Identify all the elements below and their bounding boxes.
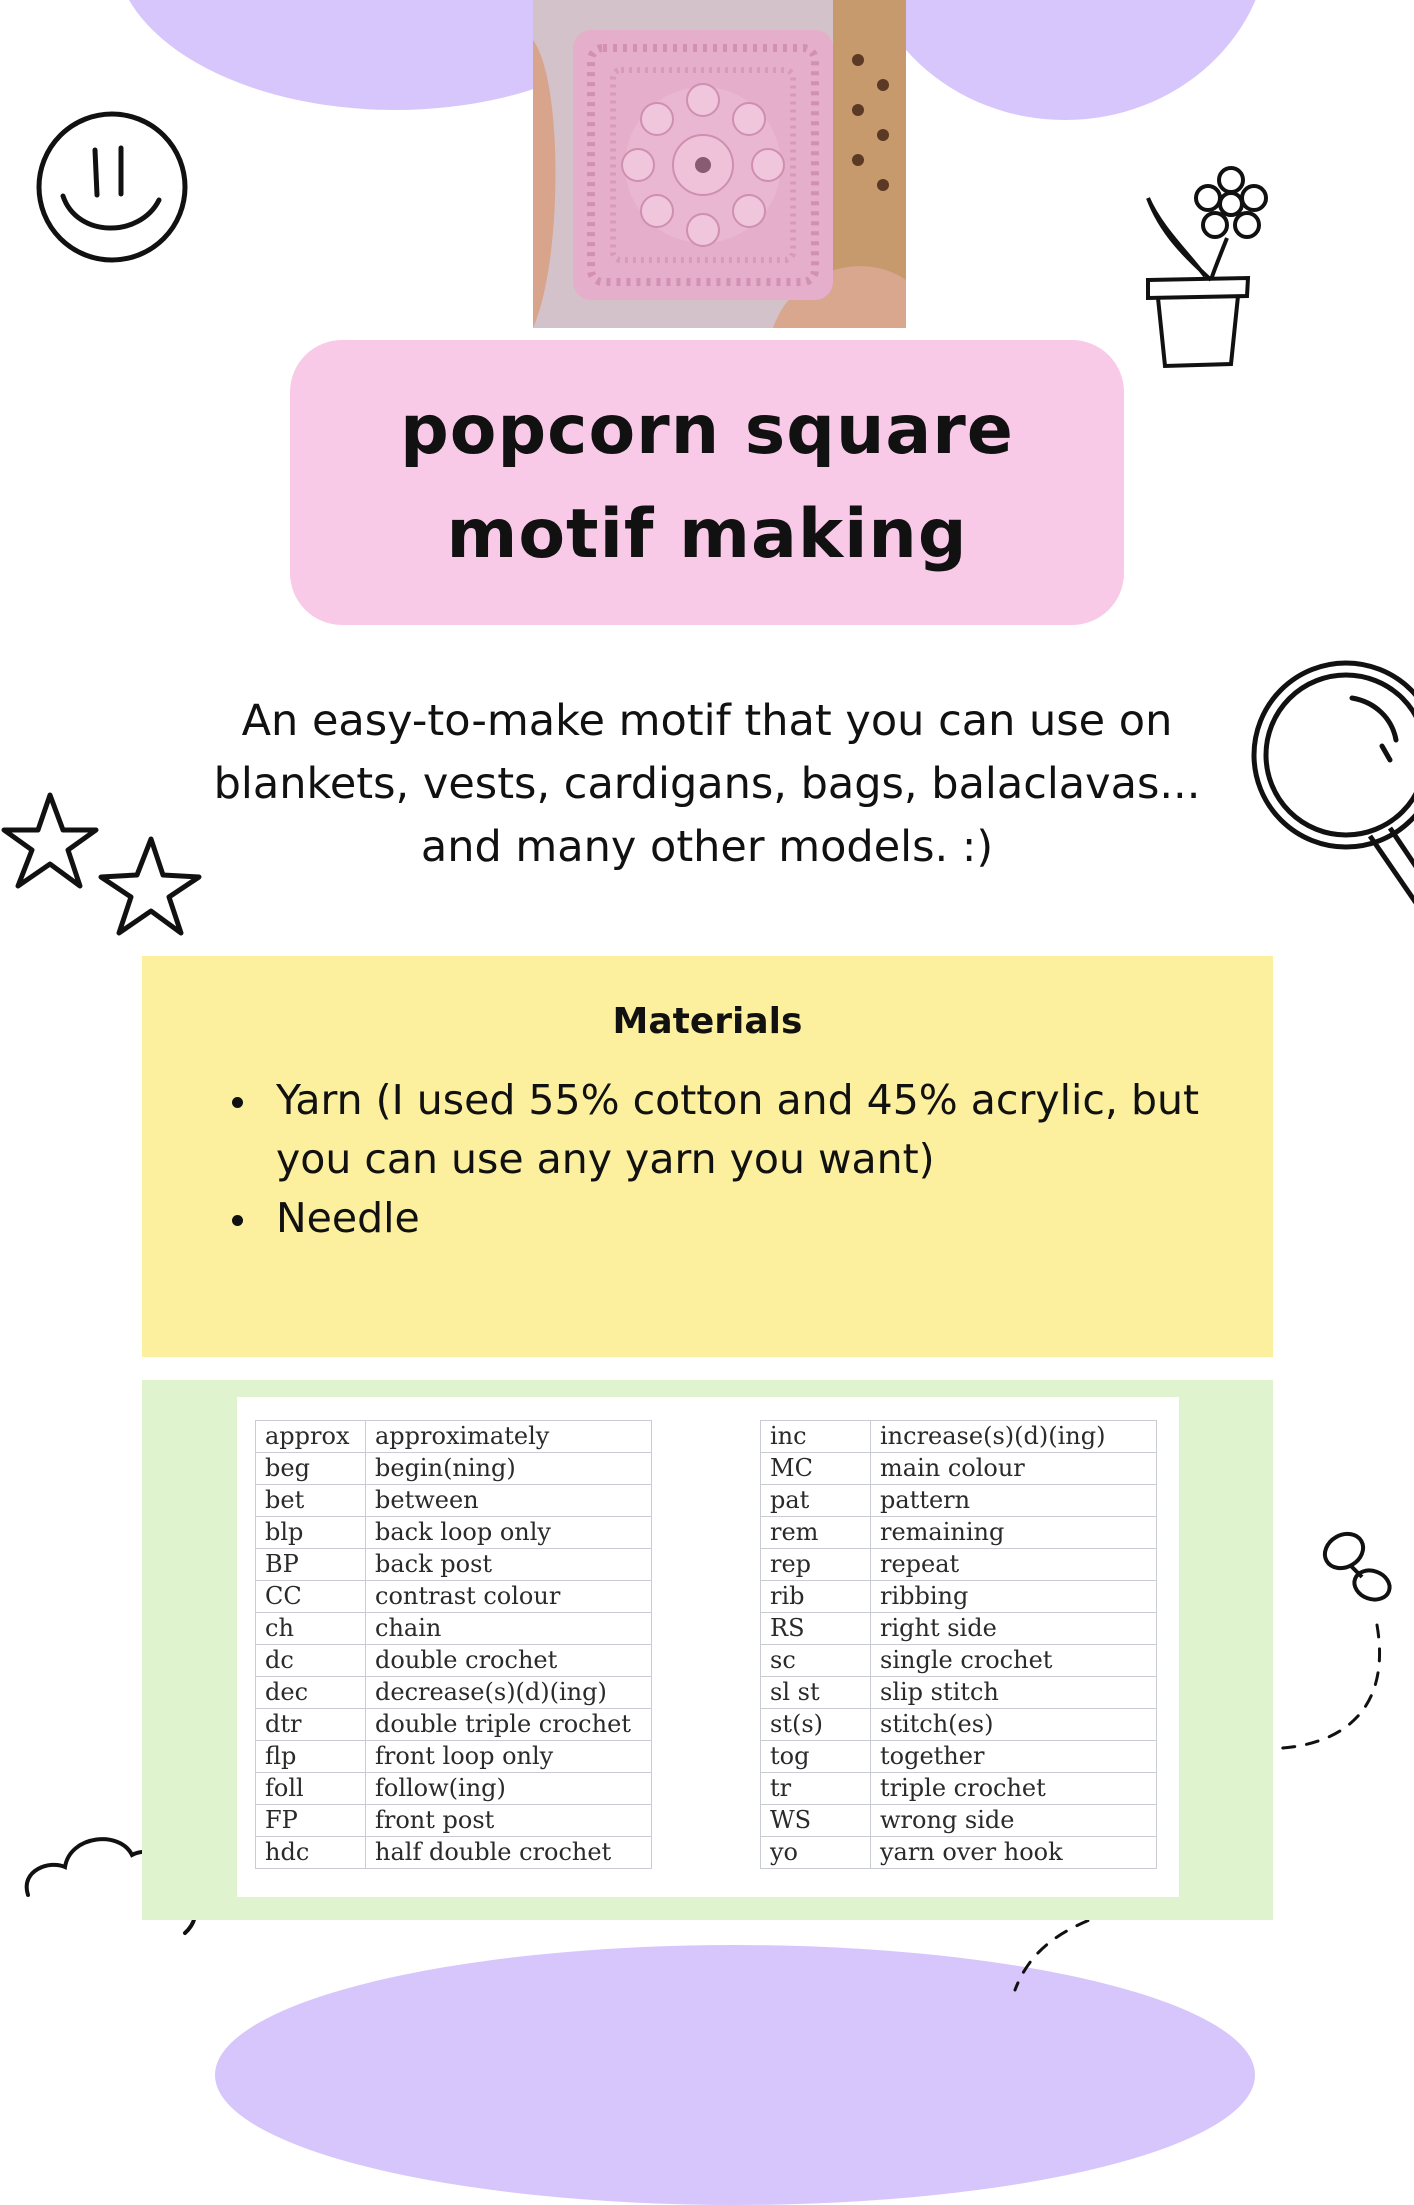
- table-row: [761, 1773, 1157, 1805]
- abbreviation-meaning: single crochet: [871, 1645, 1157, 1677]
- intro-line: and many other models. :): [420, 822, 994, 872]
- table-row: [761, 1677, 1157, 1709]
- abbreviation-meaning: remaining: [871, 1517, 1157, 1549]
- abbreviation-meaning: half double crochet: [366, 1837, 652, 1869]
- table-row: [256, 1805, 652, 1837]
- abbreviation-term: tr: [761, 1773, 871, 1805]
- magnifying-glass-icon: [1250, 660, 1414, 920]
- table-row: [761, 1613, 1157, 1645]
- abbreviation-term: dtr: [256, 1709, 366, 1741]
- table-row: [256, 1677, 652, 1709]
- abbreviation-term: BP: [256, 1549, 366, 1581]
- star-icon: [0, 790, 100, 890]
- abbreviation-term: rem: [761, 1517, 871, 1549]
- abbreviation-term: st(s): [761, 1709, 871, 1741]
- abbreviation-term: RS: [761, 1613, 871, 1645]
- abbreviation-term: inc: [761, 1421, 871, 1453]
- abbreviation-meaning: double crochet: [366, 1645, 652, 1677]
- abbreviation-meaning: approximately: [366, 1421, 652, 1453]
- abbreviation-meaning: yarn over hook: [871, 1837, 1157, 1869]
- abbreviation-term: yo: [761, 1837, 871, 1869]
- table-row: [761, 1709, 1157, 1741]
- abbreviation-meaning: double triple crochet: [366, 1709, 652, 1741]
- abbreviation-term: bet: [256, 1485, 366, 1517]
- abbreviation-term: rib: [761, 1581, 871, 1613]
- abbreviation-meaning: repeat: [871, 1549, 1157, 1581]
- materials-heading: Materials: [612, 1001, 803, 1042]
- table-row: [761, 1485, 1157, 1517]
- abbreviation-term: WS: [761, 1805, 871, 1837]
- abbreviation-term: MC: [761, 1453, 871, 1485]
- intro-text: [150, 690, 1264, 879]
- table-row: [256, 1485, 652, 1517]
- abbreviation-term: foll: [256, 1773, 366, 1805]
- abbreviation-meaning: main colour: [871, 1453, 1157, 1485]
- abbreviation-term: approx: [256, 1421, 366, 1453]
- butterfly-icon: [1320, 1525, 1400, 1615]
- abbreviation-term: sl st: [761, 1677, 871, 1709]
- abbreviation-term: pat: [761, 1485, 871, 1517]
- abbreviation-meaning: stitch(es): [871, 1709, 1157, 1741]
- abbreviations-sheet: [237, 1397, 1179, 1897]
- abbreviation-meaning: ribbing: [871, 1581, 1157, 1613]
- materials-item: Yarn (I used 55% cotton and 45% acrylic, but you can use any yarn you want): [232, 1071, 1232, 1189]
- abbreviation-meaning: decrease(s)(d)(ing): [366, 1677, 652, 1709]
- table-row: [761, 1645, 1157, 1677]
- title-line: motif making: [446, 494, 968, 574]
- abbreviation-meaning: triple crochet: [871, 1773, 1157, 1805]
- smiley-face-icon: [35, 110, 190, 265]
- table-row: [256, 1581, 652, 1613]
- abbreviations-table-left: [255, 1420, 652, 1869]
- table-row: [256, 1549, 652, 1581]
- table-row: [761, 1549, 1157, 1581]
- table-row: [761, 1453, 1157, 1485]
- table-row: [256, 1741, 652, 1773]
- materials-list: [232, 1071, 1232, 1248]
- abbreviation-term: rep: [761, 1549, 871, 1581]
- abbreviation-meaning: chain: [366, 1613, 652, 1645]
- table-row: [256, 1773, 652, 1805]
- abbreviation-term: flp: [256, 1741, 366, 1773]
- abbreviations-panel: [142, 1380, 1273, 1920]
- abbreviation-term: FP: [256, 1805, 366, 1837]
- abbreviation-meaning: contrast colour: [366, 1581, 652, 1613]
- abbreviation-meaning: together: [871, 1741, 1157, 1773]
- table-row: [256, 1709, 652, 1741]
- abbreviation-meaning: back post: [366, 1549, 652, 1581]
- title-box: [290, 340, 1124, 625]
- abbreviation-term: tog: [761, 1741, 871, 1773]
- abbreviation-term: ch: [256, 1613, 366, 1645]
- title-line: popcorn square: [400, 390, 1014, 470]
- abbreviation-term: dec: [256, 1677, 366, 1709]
- table-row: [256, 1517, 652, 1549]
- abbreviation-meaning: increase(s)(d)(ing): [871, 1421, 1157, 1453]
- abbreviation-term: CC: [256, 1581, 366, 1613]
- abbreviation-term: hdc: [256, 1837, 366, 1869]
- table-row: [256, 1613, 652, 1645]
- decor-blob-top-right: [860, 0, 1270, 120]
- abbreviation-meaning: pattern: [871, 1485, 1157, 1517]
- table-row: [256, 1645, 652, 1677]
- intro-line: blankets, vests, cardigans, bags, balaclavas...: [213, 759, 1201, 809]
- table-row: [761, 1421, 1157, 1453]
- materials-item: Needle: [232, 1189, 1232, 1248]
- materials-panel: [142, 956, 1273, 1357]
- abbreviation-meaning: begin(ning): [366, 1453, 652, 1485]
- table-row: [256, 1421, 652, 1453]
- abbreviation-term: beg: [256, 1453, 366, 1485]
- table-row: [761, 1741, 1157, 1773]
- abbreviation-term: sc: [761, 1645, 871, 1677]
- table-row: [256, 1837, 652, 1869]
- abbreviation-meaning: slip stitch: [871, 1677, 1157, 1709]
- abbreviation-term: blp: [256, 1517, 366, 1549]
- table-row: [761, 1837, 1157, 1869]
- crochet-square-photo: [533, 0, 906, 328]
- abbreviation-meaning: right side: [871, 1613, 1157, 1645]
- intro-line: An easy-to-make motif that you can use on: [241, 696, 1173, 746]
- abbreviation-meaning: front loop only: [366, 1741, 652, 1773]
- abbreviation-meaning: front post: [366, 1805, 652, 1837]
- flower-pot-icon: [1143, 168, 1278, 373]
- abbreviation-meaning: between: [366, 1485, 652, 1517]
- abbreviation-meaning: follow(ing): [366, 1773, 652, 1805]
- abbreviation-meaning: back loop only: [366, 1517, 652, 1549]
- table-row: [761, 1805, 1157, 1837]
- table-row: [256, 1453, 652, 1485]
- table-row: [761, 1581, 1157, 1613]
- abbreviations-table-right: [760, 1420, 1157, 1869]
- abbreviation-term: dc: [256, 1645, 366, 1677]
- table-row: [761, 1517, 1157, 1549]
- abbreviation-meaning: wrong side: [871, 1805, 1157, 1837]
